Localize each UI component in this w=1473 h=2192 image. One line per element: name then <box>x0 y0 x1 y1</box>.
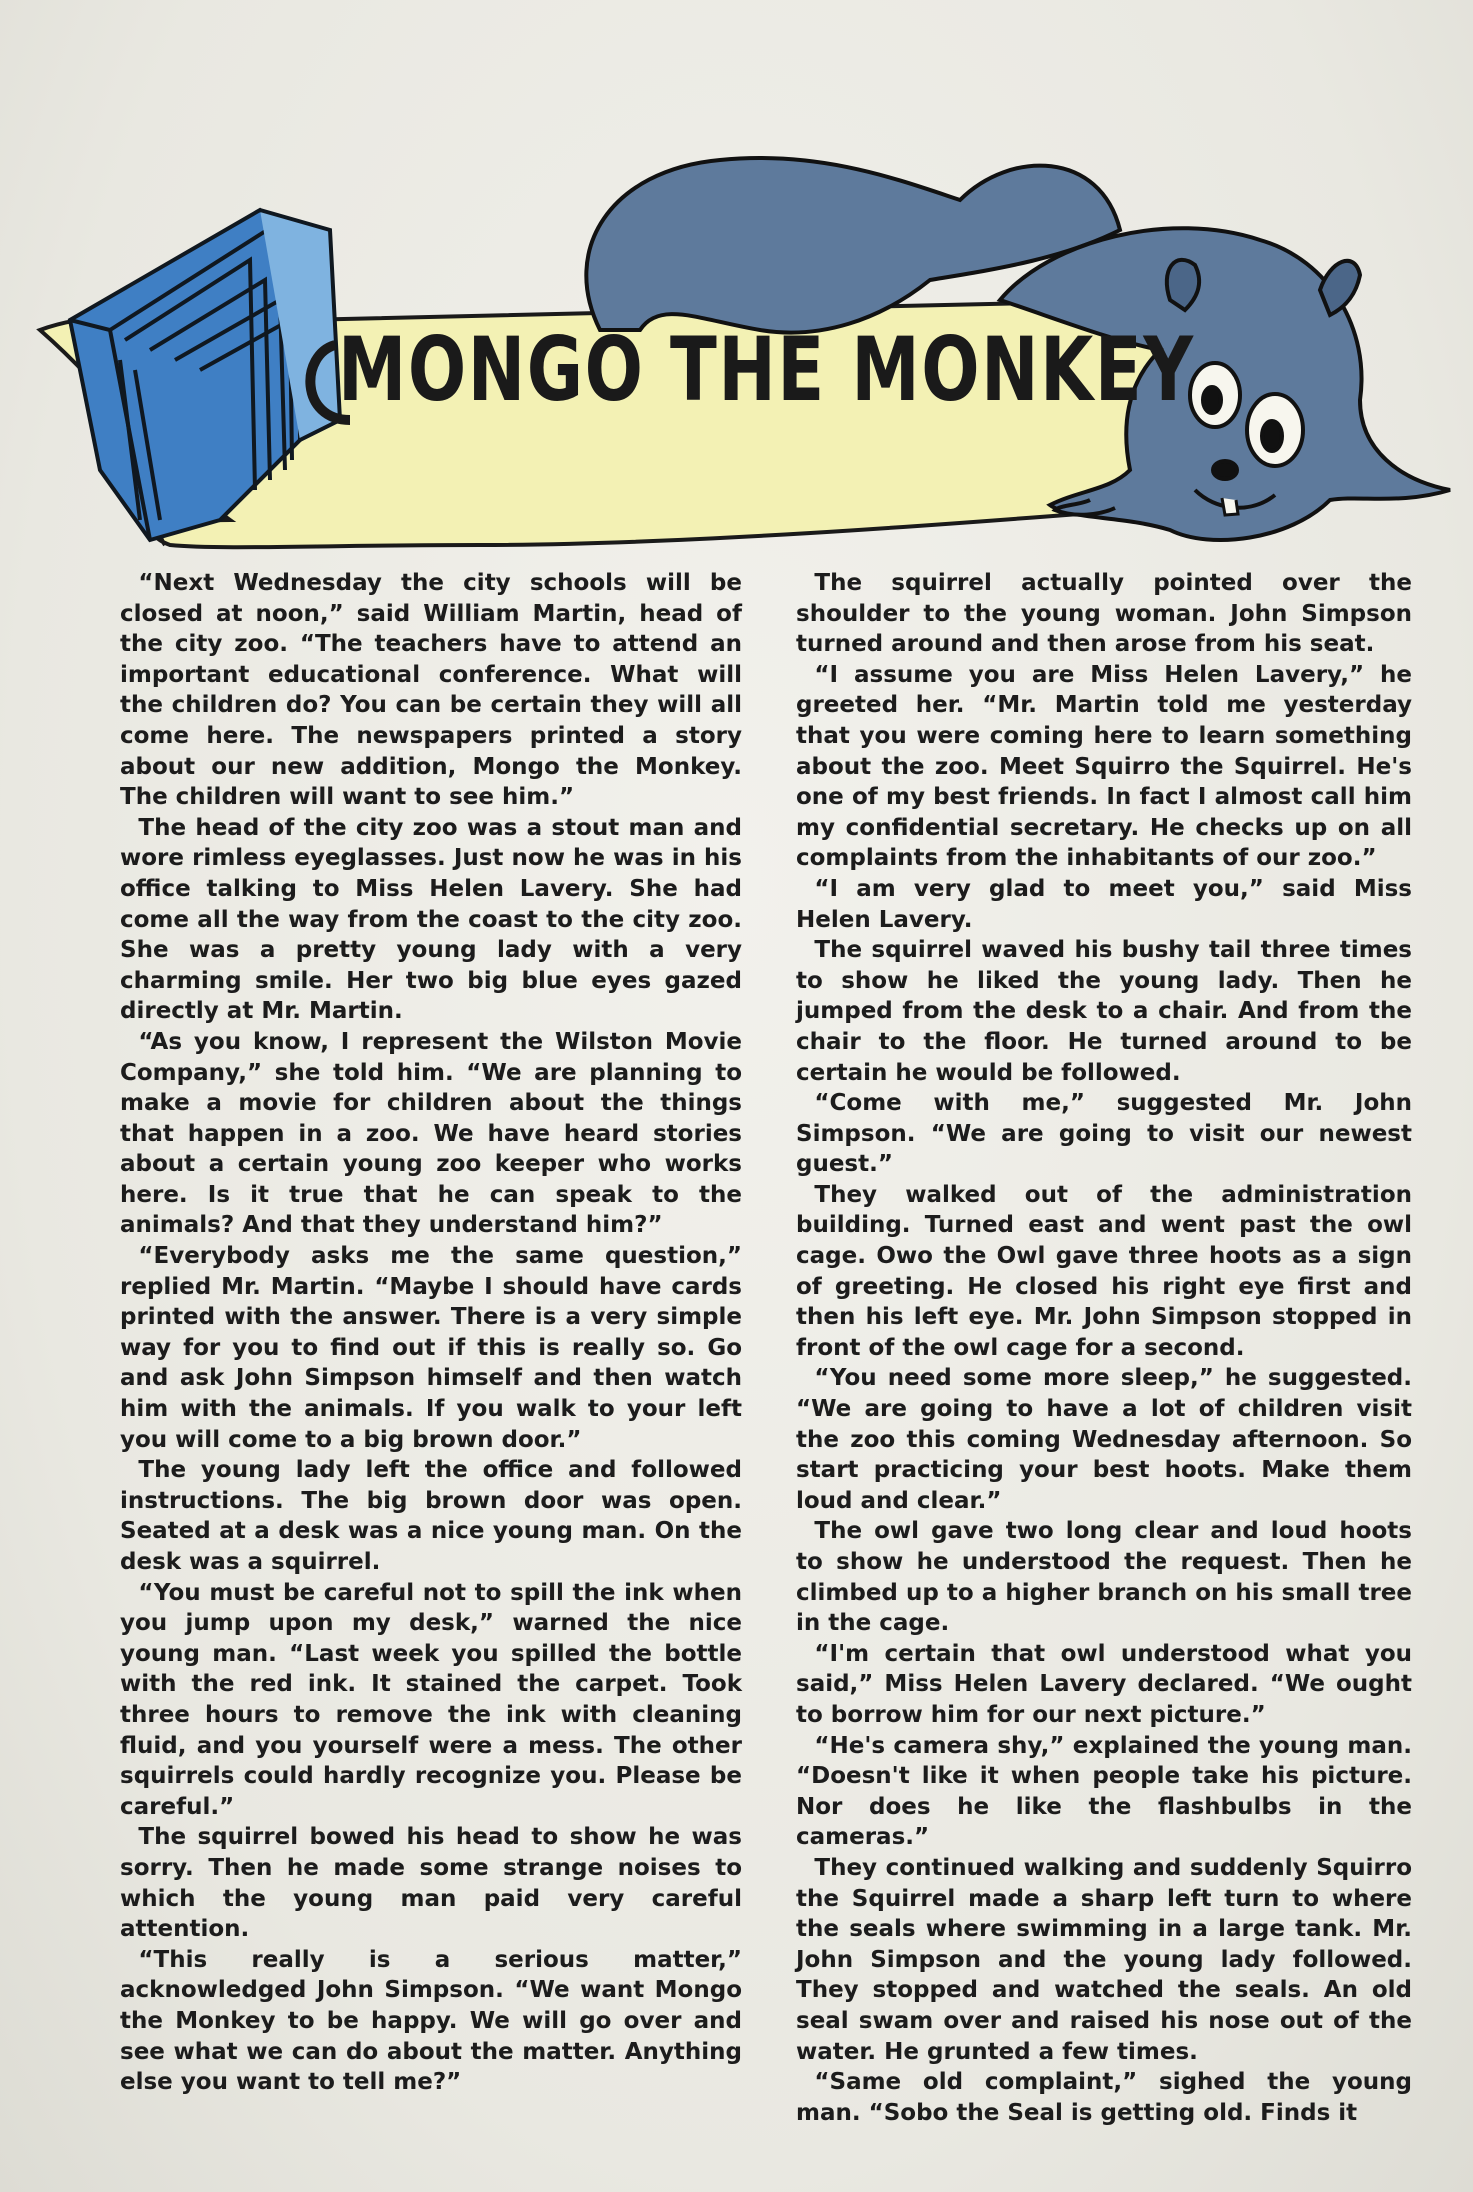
paragraph: “Come with me,” suggested Mr. John Simpson. “We are going to visit our newest guest.” <box>796 1090 1412 1178</box>
paragraph: They continued walking and suddenly Squirro the Squirrel made a sharp left turn to where the seals where swimming in a large tank. Mr. John Simpson and the young lady followed. They stopped and watched the seals. An old seal swam over and raised his nose out of the water. He grunted a few times. <box>796 1854 1412 2065</box>
paragraph: “He's camera shy,” explained the young man. “Doesn't like it when people take his picture. Nor does he like the flashbulbs in the cameras.” <box>796 1732 1412 1851</box>
paragraph: The squirrel bowed his head to show he was sorry. Then he made some strange noises to which the young man paid very careful attention. <box>120 1824 742 1943</box>
paragraph: “Next Wednesday the city schools will be closed at noon,” said William Martin, head of the city zoo. “The teachers have to attend an important educational conference. What will the children do? You can be certain they will all come here. The newspapers printed a story about our new addition, Mongo the Monkey. The children will want to see him.” <box>120 570 742 811</box>
paragraph: The owl gave two long clear and loud hoots to show he understood the request. Then he climbed up to a higher branch on his small tree in the cage. <box>796 1518 1412 1637</box>
paragraph: “Same old complaint,” sighed the young man. “Sobo the Seal is getting old. Finds it <box>796 2069 1412 2126</box>
paragraph: “I assume you are Miss Helen Lavery,” he greeted her. “Mr. Martin told me yesterday that you were coming here to learn something about the zoo. Meet Squirro the Squirrel. He's one of my best friends. In fact I almost call him my confidential secretary. He checks up on all complaints from the inhabitants of our zoo.” <box>796 661 1412 872</box>
header-illustration <box>0 0 1473 580</box>
paragraph: “I'm certain that owl understood what you said,” Miss Helen Lavery declared. “We ought to borrow him for our next picture.” <box>796 1640 1412 1728</box>
paragraph: “I am very glad to meet you,” said Miss Helen Lavery. <box>796 875 1412 933</box>
paragraph: “You must be careful not to spill the ink when you jump upon my desk,” warned the nice young man. “Last week you spilled the bottle with the red ink. It stained the carpet. Took three hours to remove the ink with cleaning fluid, and you yourself were a mess. The other squirrels could hardly recognize you. Please be careful.” <box>120 1579 742 1820</box>
paragraph: The young lady left the office and followed instructions. The big brown door was open. Seated at a desk was a nice young man. On the desk was a squirrel. <box>120 1457 742 1575</box>
paragraph: “You need some more sleep,” he suggested. “We are going to have a lot of children visit the zoo this coming Wednesday afternoon. So start practicing your best hoots. Make them loud and clear.” <box>796 1365 1412 1514</box>
paragraph: The squirrel actually pointed over the shoulder to the young woman. John Simpson turned around and then arose from his seat. <box>796 570 1412 658</box>
paragraph: The head of the city zoo was a stout man and wore rimless eyeglasses. Just now he was in his office talking to Miss Helen Lavery. She had come all the way from the coast to the city zoo. She was a pretty young lady with a very charming smile. Her two big blue eyes gazed directly at Mr. Martin. <box>120 814 742 1025</box>
paragraph: “This really is a serious matter,” acknowledged John Simpson. “We want Mongo the Monkey to be happy. We will go over and see what we can do about the matter. Anything else you want to tell me?” <box>120 1946 742 2096</box>
paragraph: The squirrel waved his bushy tail three times to show he liked the young lady. Then he jumped from the desk to a chair. And from the chair to the floor. He turned around to be certain he would be followed. <box>796 937 1412 1086</box>
paragraph: They walked out of the administration building. Turned east and went past the owl cage. Owo the Owl gave three hoots as a sign of greeting. He closed his right eye first and then his left eye. Mr. John Simpson stopped in front of the owl cage for a second. <box>796 1181 1412 1361</box>
left-text-column <box>120 568 742 2098</box>
paragraph: “As you know, I represent the Wilston Movie Company,” she told him. “We are planning to make a movie for children about the things that happen in a zoo. We have heard stories about a certain young zoo keeper who works here. Is it true that he can speak to the animals? And that they understand him?” <box>120 1028 742 1239</box>
title-header <box>0 0 1473 580</box>
story-title: MONGO THE MONKEY <box>338 318 1195 421</box>
paragraph: “Everybody asks me the same question,” replied Mr. Martin. “Maybe I should have cards printed with the answer. There is a very simple way for you to find out if this is really so. Go and ask John Simpson himself and then watch him with the animals. If you walk to your left you will come to a big brown door.” <box>120 1243 742 1453</box>
right-text-column <box>796 568 1412 2128</box>
